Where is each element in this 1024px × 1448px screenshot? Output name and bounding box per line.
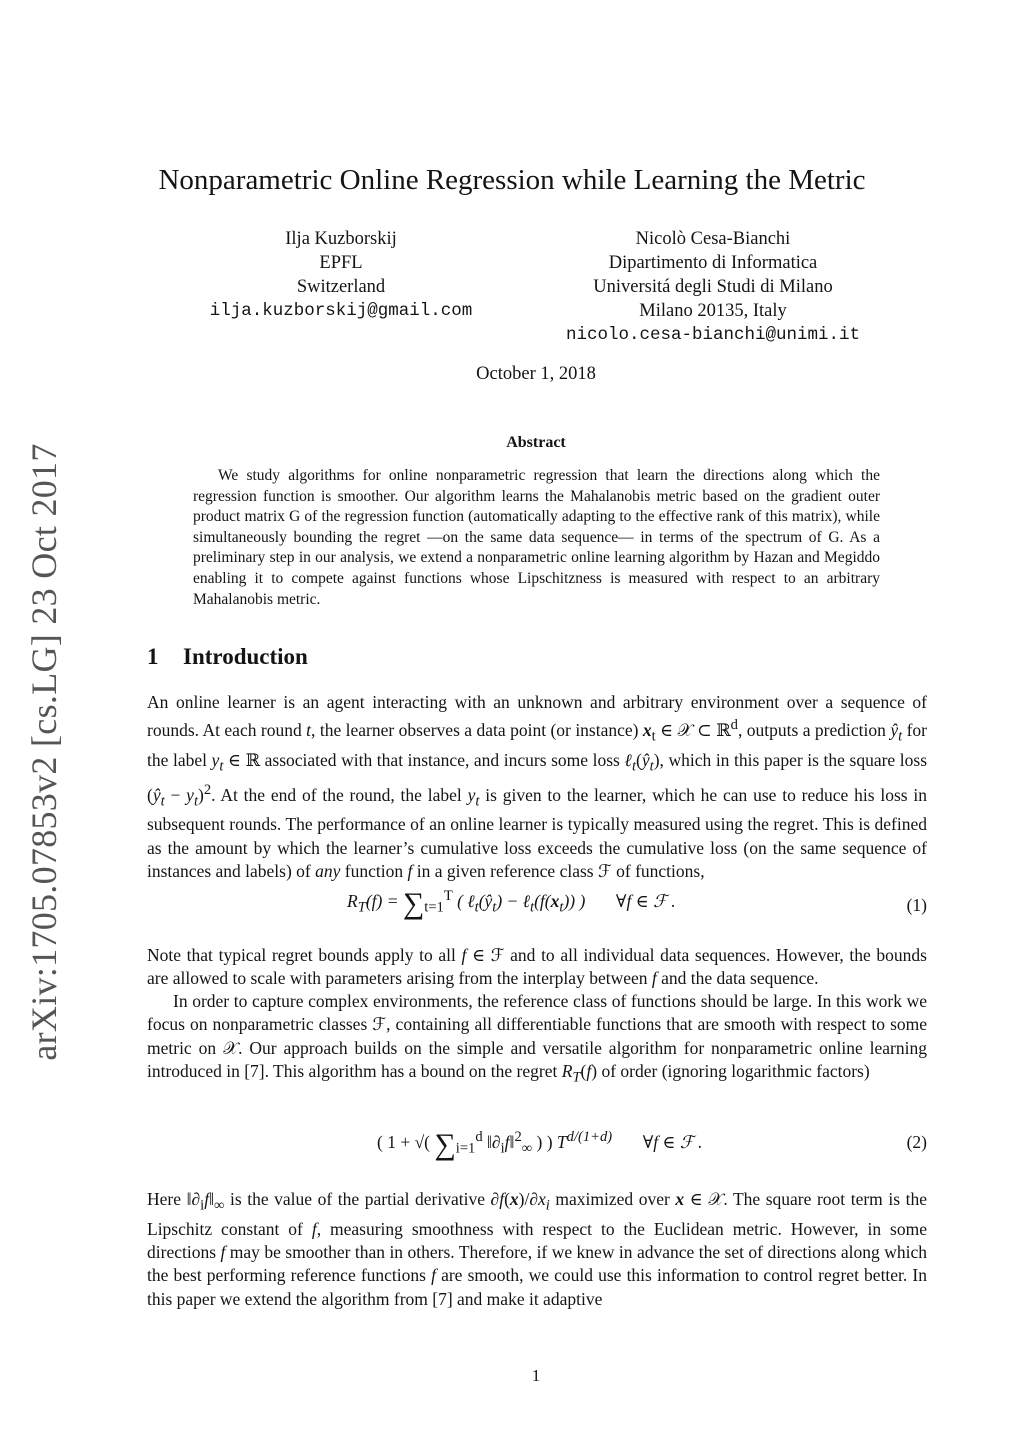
page-number: 1 <box>531 1366 541 1385</box>
author-email: nicolo.cesa-bianchi@unimi.it <box>565 325 861 345</box>
author-affiliation: Milano 20135, Italy <box>639 301 787 321</box>
paper-title: Nonparametric Online Regression while Learning the Metric <box>158 164 866 196</box>
equation-number: (1) <box>906 895 927 915</box>
equation-number: (2) <box>906 1132 927 1152</box>
author-name: Nicolò Cesa-Bianchi <box>635 229 791 249</box>
arxiv-id: arXiv:1705.07853v2 [cs.LG] 23 Oct 2017 <box>24 443 64 1061</box>
author-affiliation: EPFL <box>319 253 363 273</box>
author-block-2 <box>538 227 888 347</box>
author-affiliation: Universitá degli Studi di Milano <box>593 277 833 297</box>
equation-body: ( 1 + √( $\sum_{i=1}^d$ $‖\partial_if‖^2_\infty$ ) ) $T^{d/(1+d)}$ ∀f ∈ ℱ . <box>377 1128 703 1161</box>
equation-body: $R_T(f) = \sum_{t=1}^T$ ( $\ell_t(ŷ_t)$ − $\ell_t(f(x_t))$ ) ∀f ∈ ℱ . <box>347 887 676 920</box>
paper-date: October 1, 2018 <box>476 364 596 384</box>
intro-paragraph-1: An online learner is an agent interacting with an unknown and arbitrary environment over a sequence of rounds. At each round t, the learner observes a data point (or instance) $x_t$ ∈ 𝒳 ⊂ ℝ$^d$, outputs a prediction $ŷ_t$ for the label $y_t$ ∈ ℝ associated with that instance, and incurs some loss $\ell_t(ŷ_t)$, which in this paper is the square loss $(ŷ_t - y_t)^2$. At the end of the round, the label $y_t$ is given to the learner, which he can use to reduce his loss in subsequent rounds. The performance of an online learner is typically measured using the regret. This is defined as the amount by which the learner’s cumulative loss exceeds the cumulative loss (on the same sequence of instances and labels) of any function f in a given reference class ℱ of functions, <box>147 692 928 881</box>
author-affiliation: Dipartimento di Informatica <box>608 253 818 273</box>
section-number: 1 <box>147 644 159 669</box>
abstract-heading: Abstract <box>506 434 566 451</box>
intro-paragraph-4: Here $‖\partial_if‖_\infty$ is the value of the partial derivative $\partial f(x)/\partial x_i$ maximized over x ∈ 𝒳. The square root term is the Lipschitz constant of f, measuring smoothness with respect to the Euclidean metric. However, in some directions f may be smoother than in others. Therefore, if we knew in advance the set of directions along which the best performing reference functions f are smooth, we could use this information to control regret better. In this paper we extend the algorithm from [7] and make it adaptive <box>147 1189 927 1309</box>
equation-1 <box>147 875 927 937</box>
author-name: Ilja Kuzborskij <box>285 229 397 249</box>
author-email: ilja.kuzborskij@gmail.com <box>209 301 473 321</box>
section-heading <box>147 644 308 670</box>
section-title: Introduction <box>183 644 308 669</box>
author-affiliation: Switzerland <box>296 277 386 297</box>
intro-paragraph-2: Note that typical regret bounds apply to all f ∈ ℱ and to all individual data sequences. However, the bounds are allowed to scale with parameters arising from the interplay between f and the data sequence. <box>147 945 927 989</box>
intro-paragraph-3: In order to capture complex environments, the reference class of functions should be large. In this work we focus on nonparametric classes ℱ, containing all differentiable functions that are smooth with respect to some metric on 𝒳. Our approach builds on the simple and versatile algorithm for nonparametric online learning introduced in [7]. This algorithm has a bound on the regret $R_T(f)$ of order (ignoring logarithmic factors) <box>147 991 928 1086</box>
abstract-text: We study algorithms for online nonparametric regression that learn the directions along which the regression function is smoother. Our algorithm learns the Mahalanobis metric based on the gradient outer product matrix G of the regression function (automatically adapting to the effective rank of this matrix), while simultaneously bounding the regret —on the same data sequence— in terms of the spectrum of G. As a preliminary step in our analysis, we extend a nonparametric online learning algorithm by Hazan and Megiddo enabling it to compete against functions whose Lipschitzness is measured with respect to an arbitrary Mahalanobis metric. <box>193 467 880 608</box>
arxiv-stamp <box>0 0 90 1448</box>
author-block-1 <box>186 227 496 323</box>
equation-2 <box>147 1104 927 1184</box>
